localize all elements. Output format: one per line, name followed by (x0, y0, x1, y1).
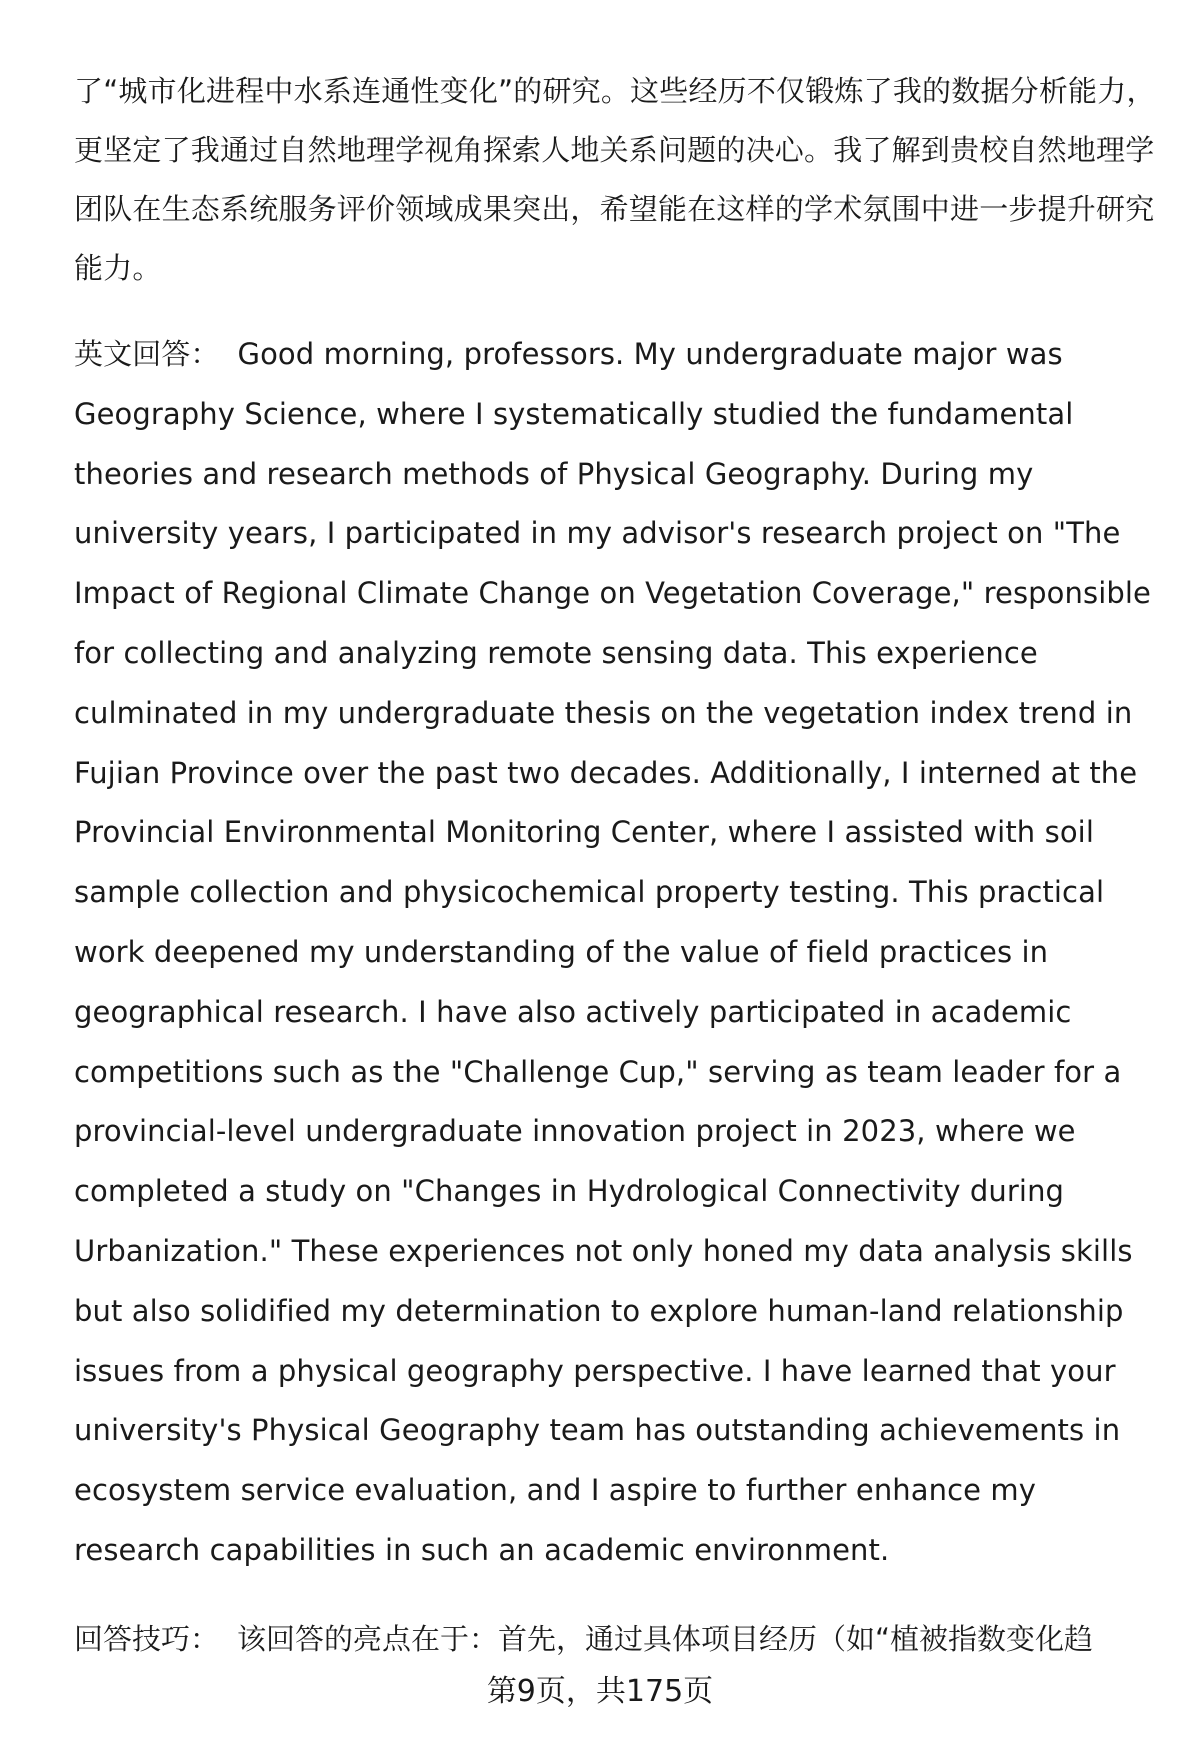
answer-tips-label: 回答技巧： (74, 1621, 220, 1656)
english-answer-text: Good morning, professors. My undergraduate major was Geography Science, where I systematically studied the fundamental theories and research methods of Physical Geography. During my university years, I participated in my advisor's research project on "The Impact of Regional Climate Change on Vegetation Coverage," responsible for collecting and analyzing remote sensing data. This experience culminated in my undergraduate thesis on the vegetation index trend in Fujian Province over the past two decades. Additionally, I interned at the Provincial Environmental Monitoring Center, where I assisted with soil sample collection and physicochemical property testing. This practical work deepened my understanding of the value of field practices in geographical research. I have also actively participated in academic competitions such as the "Challenge Cup," serving as team leader for a provincial-level undergraduate innovation project in 2023, where we completed a study on "Changes in Hydrological Connectivity during Urbanization." These experiences not only honed my data analysis skills but also solidified my determination to explore human-land relationship issues from a physical geography perspective. I have learned that your university's Physical Geography team has outstanding achievements in ecosystem service evaluation, and I aspire to further enhance my research capabilities in such an academic environment. (74, 337, 1151, 1567)
document-body (74, 62, 1164, 1669)
page-footer: 第9页，共175页 (486, 1674, 714, 1709)
english-answer-label: 英文回答： (74, 337, 220, 371)
answer-tips-text: 该回答的亮点在于：首先，通过具体项目经历（如“植被指数变化趋 (237, 1621, 1094, 1656)
english-answer-paragraph (74, 325, 1164, 1581)
chinese-answer-continuation: 了“城市化进程中水系连通性变化”的研究。这些经历不仅锻炼了我的数据分析能力，更坚定了我通过自然地理学视角探索人地关系问题的决心。我了解到贵校自然地理学团队在生态系统服务评价领域成果突出，希望能在这样的学术氛围中进一步提升研究能力。 (74, 74, 1156, 285)
answer-tips-paragraph (74, 1610, 1164, 1669)
